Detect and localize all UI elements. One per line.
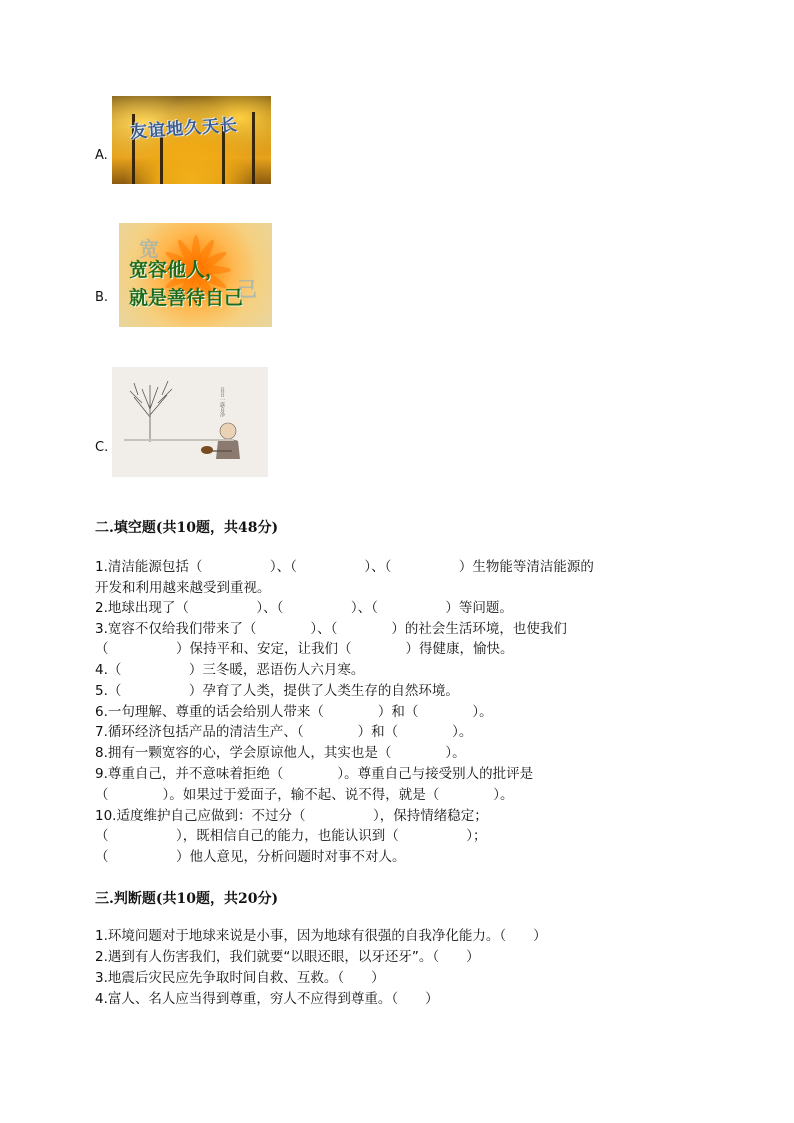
option-b-image-text-1: 宽容他人， (129, 259, 225, 281)
option-c-label: C. (95, 440, 109, 455)
option-a-image (112, 96, 271, 184)
section-3-title: 三.判断题(共10题，共20分) (95, 891, 279, 907)
option-b-image: 宽 己 宽容他人， 就是善待自己 (119, 223, 272, 327)
option-c-image (112, 367, 268, 477)
fill-line: 7.循环经济包括产品的清洁生产、（ ）和（ ）。 (95, 724, 473, 740)
fill-line: （ ）他人意见，分析问题时对事不对人。 (95, 849, 406, 865)
option-b-image-text-2: 就是善待自己 (129, 287, 244, 309)
fill-line: （ ）。如果过于爱面子，输不起、说不得，就是（ ）。 (95, 787, 514, 803)
option-a-label: A. (95, 148, 108, 163)
section-2-title: 二.填空题(共10题，共48分) (95, 520, 279, 536)
fill-line: 8.拥有一颗宽容的心，学会原谅他人，其实也是（ ）。 (95, 745, 466, 761)
fill-line: （ ），既相信自己的能力，也能认识到（ ）； (95, 828, 487, 844)
option-a-image-text: 友谊地久天长 (129, 115, 239, 143)
fill-line: 6.一句理解、尊重的话会给别人带来（ ）和（ ）。 (95, 704, 493, 720)
fill-line: 开发和利用越来越受到重视。 (95, 580, 271, 596)
option-b-label: B. (95, 290, 109, 305)
judge-line: 1.环境问题对于地球来说是小事，因为地球有很强的自我净化能力。（ ） (95, 928, 547, 944)
judge-line: 2.遇到有人伤害我们，我们就要“以眼还眼，以牙还牙”。（ ） (95, 949, 480, 965)
fill-line: 1.清洁能源包括（ ）、（ ）、（ ）生物能等清洁能源的 (95, 559, 594, 575)
fill-line: 5.（ ）孕育了人类，提供了人类生存的自然环境。 (95, 683, 459, 699)
fill-line: （ ）保持平和、安定，让我们（ ）得健康，愉快。 (95, 641, 514, 657)
fill-line: 4.（ ）三冬暖，恶语伤人六月寒。 (95, 662, 365, 678)
fill-line: 2.地球出现了（ ）、（ ）、（ ）等问题。 (95, 600, 513, 616)
option-c-image-text: 自日一露自净 (219, 387, 225, 417)
fill-line: 3.宽容不仅给我们带来了（ ）、（ ）的社会生活环境，也使我们 (95, 621, 567, 637)
fill-line: 10.适度维护自己应做到：不过分（ ），保持情绪稳定； (95, 808, 488, 824)
tree-sketch-icon (112, 367, 268, 477)
fill-line: 9.尊重自己，并不意味着拒绝（ ）。尊重自己与接受别人的批评是 (95, 766, 534, 782)
judge-line: 3.地震后灾民应先争取时间自救、互救。（ ） (95, 970, 385, 986)
judge-line: 4.富人、名人应当得到尊重，穷人不应得到尊重。（ ） (95, 991, 439, 1007)
